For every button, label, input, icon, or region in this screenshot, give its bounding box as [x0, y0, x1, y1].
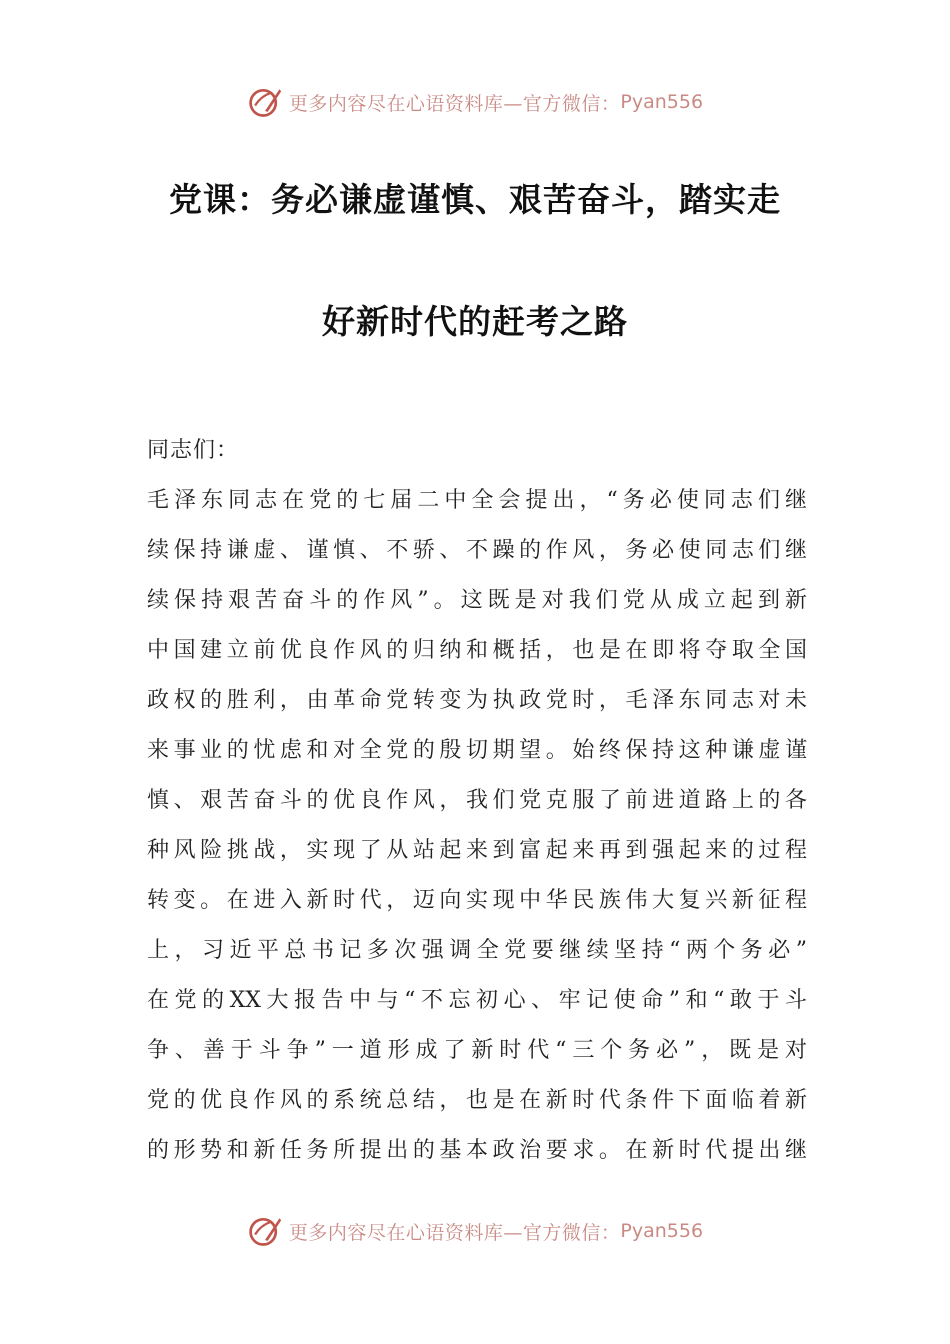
body-line: 来事业的忧虑和对全党的殷切期望。始终保持这种谦虚谨 [147, 738, 807, 763]
document-title-line-2: 好新时代的赶考之路 [322, 302, 628, 341]
header-watermark [0, 80, 950, 124]
body-line: 转变。在进入新时代，迈向实现中华民族伟大复兴新征程 [147, 888, 807, 913]
pen-logo-icon [247, 84, 283, 120]
body-line: 党的优良作风的系统总结，也是在新时代条件下面临着新 [147, 1088, 807, 1113]
watermark-wechat-id: Pyan556 [620, 91, 704, 113]
body-line: 在党的XX大报告中与“不忘初心、牢记使命”和“敢于斗 [147, 988, 807, 1013]
body-line: 慎、艰苦奋斗的优良作风，我们党克服了前进道路上的各 [147, 788, 807, 813]
body-line: 争、善于斗争”一道形成了新时代“三个务必”，既是对 [147, 1038, 807, 1063]
watermark-text: 更多内容尽在心语资料库—官方微信： [288, 1221, 621, 1244]
body-line: 上，习近平总书记多次强调全党要继续坚持“两个务必” [147, 938, 807, 963]
body-line: 续保持艰苦奋斗的作风”。这既是对我们党从成立起到新 [147, 588, 807, 613]
body-line: 毛泽东同志在党的七届二中全会提出，“务必使同志们继 [147, 488, 807, 513]
greeting: 同志们： [147, 438, 240, 463]
document-title-line-1: 党课：务必谦虚谨慎、艰苦奋斗，踏实走 [169, 180, 781, 219]
document-body [147, 426, 807, 1176]
body-line: 政权的胜利，由革命党转变为执政党时，毛泽东同志对未 [147, 688, 807, 713]
footer-watermark [0, 1209, 950, 1253]
body-line: 种风险挑战，实现了从站起来到富起来再到强起来的过程 [147, 838, 807, 863]
body-line: 中国建立前优良作风的归纳和概括，也是在即将夺取全国 [147, 638, 807, 663]
body-line: 续保持谦虚、谨慎、不骄、不躁的作风，务必使同志们继 [147, 538, 807, 563]
watermark-wechat-id: Pyan556 [620, 1220, 704, 1242]
watermark-text: 更多内容尽在心语资料库—官方微信： [288, 92, 621, 115]
pen-logo-icon [247, 1213, 283, 1249]
body-line: 的形势和新任务所提出的基本政治要求。在新时代提出继 [147, 1138, 807, 1163]
